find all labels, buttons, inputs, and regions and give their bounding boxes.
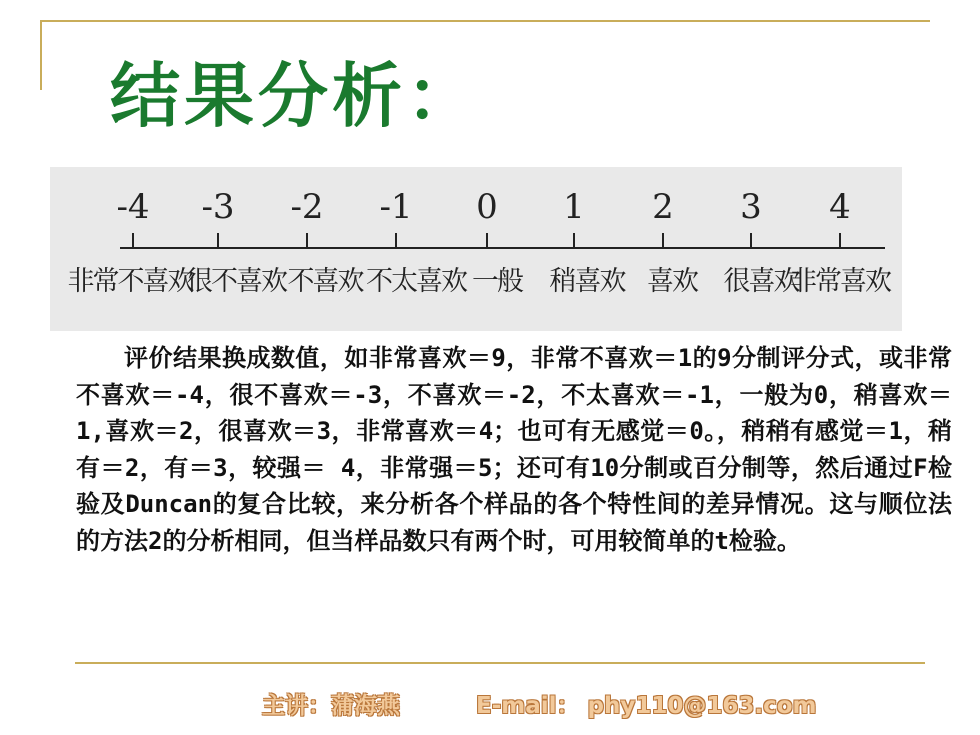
scale-label: 一般	[472, 266, 522, 297]
scale-label: 不太喜欢	[366, 266, 466, 297]
scale-tick	[132, 233, 134, 249]
scale-label: 喜欢	[647, 266, 697, 297]
scale-tick	[750, 233, 752, 249]
scale-number: 2	[652, 187, 674, 227]
email-contact: E-mail： phy110@163.com	[476, 693, 817, 719]
scale-label: 很不喜欢	[186, 266, 286, 297]
rating-scale-image	[50, 167, 902, 331]
slide-title: 结果分析：	[110, 55, 480, 137]
scale-tick	[573, 233, 575, 249]
scale-tick	[839, 233, 841, 249]
scale-number: 0	[476, 187, 498, 227]
scale-label: 非常喜欢	[790, 266, 890, 297]
scale-label: 很喜欢	[723, 266, 799, 297]
scale-tick	[395, 233, 397, 249]
scale-label: 不喜欢	[287, 266, 363, 297]
scale-label: 稍喜欢	[549, 266, 625, 297]
scale-tick	[217, 233, 219, 249]
scale-number: -2	[290, 187, 324, 227]
bottom-rule	[75, 662, 925, 664]
scale-axis	[120, 247, 885, 249]
top-border-line	[40, 20, 930, 22]
scale-tick	[662, 233, 664, 249]
left-border-line	[40, 20, 42, 90]
scale-number: -4	[116, 187, 150, 227]
scale-number: 1	[563, 187, 585, 227]
scale-tick	[486, 233, 488, 249]
scale-label: 非常不喜欢	[67, 266, 193, 297]
scale-number: 3	[740, 187, 762, 227]
lecturer-credit: 主讲：蒲海燕	[262, 693, 400, 719]
scale-number: 4	[829, 187, 851, 227]
scale-tick	[306, 233, 308, 249]
body-paragraph: 评价结果换成数值，如非常喜欢＝9，非常不喜欢＝1的9分制评分式，或非常不喜欢＝-4，很不喜欢＝-3，不喜欢＝-2，不太喜欢＝-1，一般为0，稍喜欢＝1,喜欢＝2，很喜欢＝3，非常喜欢＝4；也可有无感觉＝0。，稍稍有感觉＝1，稍有＝2，有＝3，较强＝ 4，非常强＝5；还可有10分制或百分制等，然后通过F检验及Duncan的复合比较，来分析各个样品的各个特性间的差异情况。这与顺位法的方法2的分析相同，但当样品数只有两个时，可用较简单的t检验。	[76, 344, 952, 555]
scale-number: -1	[379, 187, 413, 227]
scale-number: -3	[201, 187, 235, 227]
